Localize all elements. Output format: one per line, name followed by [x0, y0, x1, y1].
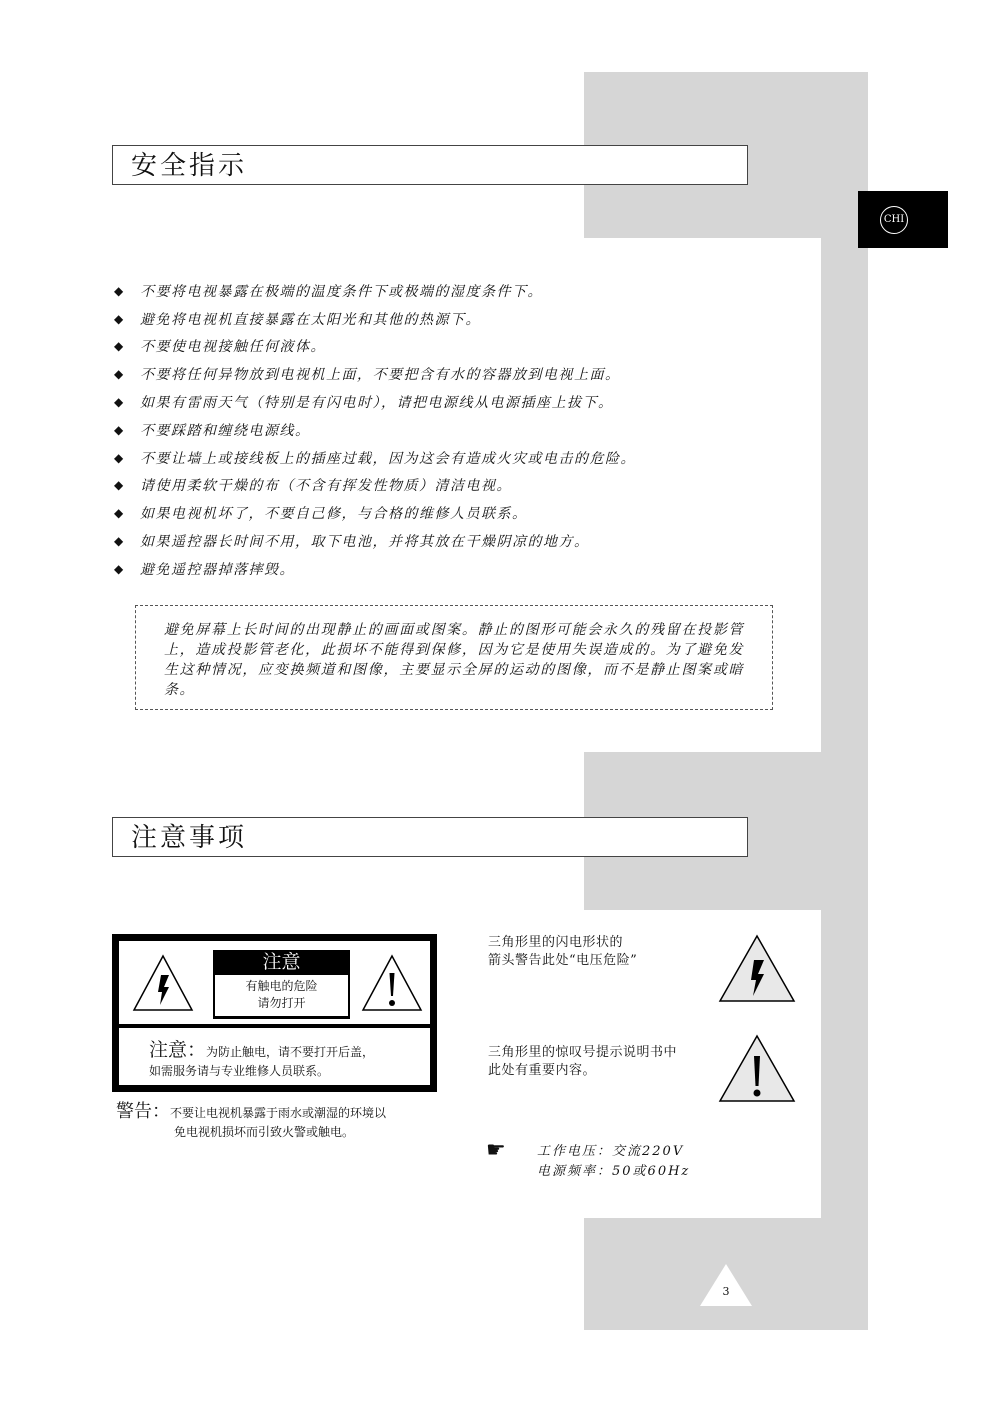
list-item: ◆ 不要让墙上或接线板上的插座过载，因为这会有造成火灾或电击的危险。: [114, 450, 636, 467]
warning-text: 警告：不要让电视机暴露于雨水或潮湿的环境以 免电视机损坏而引致火警或触电。: [116, 1101, 387, 1139]
list-item: ◆ 不要将任何异物放到电视机上面，不要把含有水的容器放到电视上面。: [114, 367, 621, 384]
section-title-safety: 安全指示: [112, 145, 748, 185]
list-item: ◆ 不要将电视暴露在极端的温度条件下或极端的湿度条件下。: [114, 283, 543, 300]
pointing-hand-icon: ☛: [486, 1138, 506, 1163]
list-item: ◆ 不要使电视接触任何液体。: [114, 339, 326, 356]
caution-header: 注意 有触电的危险 请勿打开: [213, 950, 350, 1019]
caution-header-subtext: 有触电的危险 请勿打开: [215, 975, 348, 1016]
diamond-bullet-icon: ◆: [114, 311, 125, 326]
gray-band-right-upper: [821, 72, 868, 752]
language-tab: [858, 191, 948, 248]
list-item: ◆ 请使用柔软干燥的布（不含有挥发性物质）清洁电视。: [114, 478, 512, 495]
section-title-cautions: 注意事项: [112, 817, 748, 857]
caution-label-box: [112, 934, 437, 1092]
diamond-bullet-icon: ◆: [114, 450, 125, 465]
list-item: ◆ 如果遥控器长时间不用，取下电池，并将其放在干燥阴凉的地方。: [114, 534, 590, 551]
caution-label-top: [119, 941, 430, 1024]
diamond-bullet-icon: ◆: [114, 561, 125, 576]
exclamation-triangle-icon: [718, 1034, 796, 1104]
lightning-description: 三角形里的闪电形状的 箭头警告此处“电压危险”: [488, 935, 638, 968]
power-specs: 工作电压：交流220V 电源频率：50或60Hz: [537, 1144, 691, 1179]
diamond-bullet-icon: ◆: [114, 395, 125, 410]
diamond-bullet-icon: ◆: [114, 478, 125, 493]
list-item: ◆ 避免遥控器掉落摔毁。: [114, 561, 295, 578]
diamond-bullet-icon: ◆: [114, 283, 125, 298]
still-image-notice: 避免屏幕上长时间的出现静止的画面或图案。静止的图形可能会永久的残留在投影管上，造成投影管老化，此损坏不能得到保修，因为它是使用失误造成的。为了避免发生这种情况，应变换频道和图像，主要显示全屏的运动的图像，而不是静止图案或暗条。: [135, 605, 773, 710]
diamond-bullet-icon: ◆: [114, 506, 125, 521]
list-item: ◆ 如果电视机坏了，不要自己修，与合格的维修人员联系。: [114, 506, 528, 523]
lightning-triangle-icon: [718, 934, 796, 1004]
language-tab-label: CHI: [880, 206, 908, 234]
list-item: ◆ 不要踩踏和缠绕电源线。: [114, 422, 311, 439]
diamond-bullet-icon: ◆: [114, 339, 125, 354]
list-item: ◆ 如果有雷雨天气（特别是有闪电时），请把电源线从电源插座上拔下。: [114, 395, 614, 412]
caution-label-bottom: 注意：为防止触电，请不要打开后盖， 如需服务请与专业维修人员联系。: [119, 1028, 430, 1085]
page-number: 3: [722, 1285, 730, 1298]
lightning-triangle-icon: [131, 953, 195, 1013]
exclamation-triangle-icon: [360, 953, 424, 1013]
list-item: ◆ 避免将电视机直接暴露在太阳光和其他的热源下。: [114, 311, 481, 328]
safety-bullet-list: [114, 277, 794, 583]
exclamation-description: 三角形里的惊叹号提示说明书中 此处有重要内容。: [488, 1045, 678, 1078]
diamond-bullet-icon: ◆: [114, 367, 125, 382]
diamond-bullet-icon: ◆: [114, 422, 125, 437]
diamond-bullet-icon: ◆: [114, 534, 125, 549]
